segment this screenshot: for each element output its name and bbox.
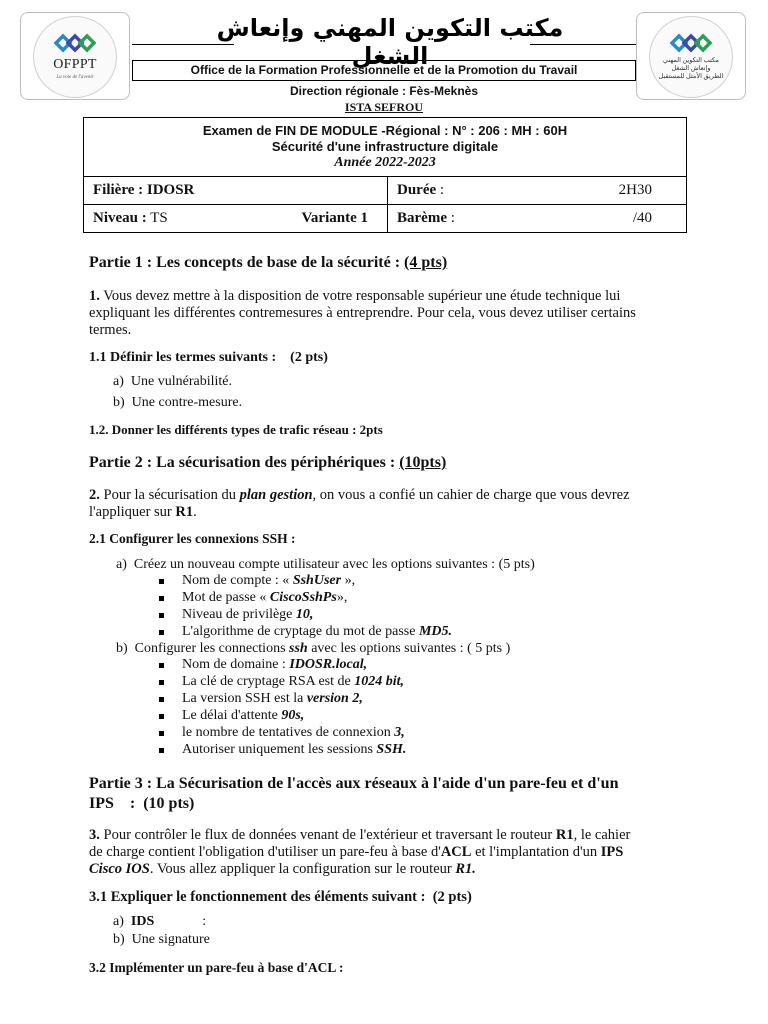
list-item — [113, 395, 242, 411]
bullet-text: La version SSH est la — [182, 691, 307, 706]
item-emph: ssh — [289, 641, 308, 656]
bullet-emph: 1024 bit, — [354, 674, 404, 689]
item-marker: b) — [113, 932, 125, 947]
list-item-a — [116, 557, 535, 573]
bullet-square-icon — [159, 630, 164, 635]
bullet-item — [182, 657, 367, 673]
bullet-item — [182, 674, 404, 690]
ofppt-logo-right — [636, 12, 746, 100]
header-rule-right — [530, 44, 636, 45]
list-item-b — [116, 641, 510, 657]
partie1-points: (4 pts) — [404, 254, 448, 271]
header-rule-left — [132, 44, 234, 45]
bullet-emph: 90s, — [281, 708, 305, 723]
question-1-1 — [89, 350, 328, 366]
question-text: . Vous allez appliquer la configuration sur le routeur — [149, 861, 456, 877]
partie3-title-line: IPS : (10 pts) — [89, 795, 195, 812]
partie2-points: (10pts) — [399, 454, 447, 471]
item-colon: : — [202, 914, 207, 929]
question-text: et l'implantation d'un — [471, 844, 601, 860]
partie2-title — [89, 454, 446, 472]
bullet-emph: IDOSR.local, — [289, 657, 368, 672]
item-marker: b) — [116, 641, 128, 656]
bullet-text: », — [341, 573, 356, 588]
bullet-emph: 3, — [394, 725, 405, 740]
filiere-value: IDOSR — [146, 182, 195, 198]
question-2-1: 2.1 Configurer les connexions SSH : — [89, 531, 296, 546]
bullet-item — [182, 691, 363, 707]
logo-arabic-line: مكتب التكوين المهني — [662, 57, 720, 64]
question-points: (2 pts) — [290, 350, 328, 365]
bullet-text: Niveau de privilège — [182, 607, 296, 622]
partie1-title-text: Partie 1 : Les concepts de base de la sécurité : — [89, 254, 405, 271]
duree-cell — [388, 177, 687, 205]
duree-label: Durée — [397, 182, 437, 198]
niveau-value: TS — [150, 210, 168, 226]
ofppt-logo-tagline: La voie de l'avenir — [56, 75, 94, 80]
item-marker: a) — [113, 374, 124, 389]
exam-info-table — [83, 176, 687, 233]
arabic-title: مكتب التكوين المهني وإنعاش الشغل — [216, 14, 564, 70]
question-title: 1.1 Définir les termes suivants : — [89, 350, 277, 365]
bareme-value: /40 — [632, 210, 652, 226]
ofppt-logo-text: OFPPT — [53, 57, 97, 72]
bullet-square-icon — [159, 697, 164, 702]
bullet-text: Le délai d'attente — [182, 708, 282, 723]
filiere-label: Filière : — [93, 182, 144, 198]
ofppt-diamonds-icon — [54, 33, 96, 53]
question-emph: IPS — [600, 844, 624, 860]
question-emph: R1 — [175, 504, 194, 520]
bullet-emph: 10, — [295, 607, 314, 622]
question-points: (2 pts) — [432, 889, 472, 905]
bullet-emph: SshUser — [292, 573, 342, 588]
bareme-label: Barème — [397, 210, 447, 226]
question-3-1 — [89, 889, 472, 906]
question-emph: R1. — [455, 861, 476, 877]
item-marker: b) — [113, 395, 125, 410]
bullet-item — [182, 624, 452, 640]
item-text: Configurer les connections — [134, 641, 290, 656]
question-text: . — [193, 504, 197, 520]
partie2-title-text: Partie 2 : La sécurisation des périphériques : — [89, 454, 400, 471]
bullet-square-icon — [159, 748, 164, 753]
bullet-square-icon — [159, 613, 164, 618]
bullet-emph: SSH. — [376, 742, 407, 757]
item-text: Une signature — [131, 932, 210, 947]
niveau-label: Niveau : — [93, 210, 147, 226]
item-text: avec les options suivantes : ( 5 pts ) — [307, 641, 511, 656]
question-text: , on vous a confié un cahier de charge que vous devrez — [312, 487, 630, 503]
bullet-item — [182, 607, 313, 623]
bullet-square-icon — [159, 579, 164, 584]
exam-title-box — [83, 117, 687, 177]
duree-colon: : — [439, 182, 445, 198]
item-text: Créez un nouveau compte utilisateur avec les options suivantes : (5 pts) — [133, 557, 535, 572]
office-name: Office de la Formation Professionnelle et de la Promotion du Travail — [132, 60, 636, 81]
bullet-text: le nombre de tentatives de connexion — [182, 725, 395, 740]
bullet-square-icon — [159, 596, 164, 601]
variante: Variante 1 — [301, 210, 368, 226]
bullet-emph: MD5. — [418, 624, 453, 639]
question-3-2: 3.2 Implémenter un pare-feu à base d'ACL : — [89, 960, 344, 975]
bareme-cell — [388, 205, 687, 233]
logo-arabic-line: الطريق الأمثل للمستقبل — [658, 73, 724, 80]
question-text: Vous devez mettre à la disposition de votre responsable supérieur une étude technique lui — [103, 288, 621, 304]
bullet-item — [182, 742, 406, 758]
item-text: Une vulnérabilité. — [130, 374, 232, 389]
bullet-square-icon — [159, 663, 164, 668]
duree-value: 2H30 — [618, 182, 652, 198]
bullet-text: Nom de domaine : — [182, 657, 290, 672]
question-title: 3.1 Expliquer le fonctionnement des éléments suivant : — [89, 889, 426, 905]
question-1-2: 1.2. Donner les différents types de trafic réseau : 2pts — [89, 422, 383, 437]
bullet-square-icon — [159, 680, 164, 685]
question-emph: ACL — [440, 844, 472, 860]
question-3 — [89, 827, 699, 878]
bullet-item — [182, 590, 347, 606]
question-text: termes. — [89, 322, 132, 338]
bullet-emph: version 2, — [306, 691, 363, 706]
bullet-emph: CiscoSshPs — [269, 590, 337, 605]
ofppt-logo-arabic — [637, 57, 745, 81]
list-item — [113, 914, 206, 930]
logo-arabic-line: وإنعاش الشغل — [671, 65, 711, 72]
question-emph: plan gestion — [239, 487, 313, 503]
question-number: 2. — [89, 487, 100, 503]
item-marker: a) — [116, 557, 127, 572]
question-number: 3. — [89, 827, 100, 843]
bareme-colon: : — [450, 210, 455, 226]
question-emph: Cisco IOS — [89, 861, 150, 877]
module-name: Sécurité d'une infrastructure digitale — [271, 139, 499, 154]
bullet-item — [182, 708, 304, 724]
partie3-title-line: Partie 3 : La Sécurisation de l'accès aux réseaux à l'aide d'un pare-feu et d'un — [89, 775, 619, 792]
bullet-square-icon — [159, 731, 164, 736]
bullet-square-icon — [159, 714, 164, 719]
bullet-item — [182, 725, 405, 741]
direction-regionale: Direction régionale : Fès-Meknès — [289, 84, 479, 98]
school-year: Année 2022-2023 — [334, 155, 436, 170]
question-text: de charge contient l'obligation d'utiliser un pare-feu à base d' — [89, 844, 441, 860]
table-row — [84, 177, 687, 205]
item-text: IDS — [130, 914, 155, 929]
ofppt-diamonds-icon — [670, 33, 712, 53]
filiere-cell — [84, 177, 388, 205]
bullet-text: La clé de cryptage RSA est de — [182, 674, 355, 689]
bullet-text: L'algorithme de cryptage du mot de passe — [182, 624, 419, 639]
exam-title: Examen de FIN DE MODULE -Régional : N° : 206 : MH : 60H — [202, 123, 568, 138]
question-text: expliquant les différentes contremesures à entreprendre. Pour cela, vous devez utiliser certains — [89, 305, 636, 321]
niveau-cell — [84, 205, 388, 233]
list-item — [113, 374, 232, 390]
question-emph: R1 — [555, 827, 574, 843]
ofppt-logo-left — [20, 12, 130, 100]
question-text: Pour contrôler le flux de données venant de l'extérieur et traversant le routeur — [99, 827, 556, 843]
question-number: 1. — [89, 288, 100, 304]
question-text: l'appliquer sur — [89, 504, 176, 520]
bullet-text: Mot de passe « — [182, 590, 270, 605]
item-marker: a) — [113, 914, 124, 929]
question-text: , le cahier — [573, 827, 631, 843]
bullet-text: Autoriser uniquement les sessions — [182, 742, 377, 757]
bullet-text: Nom de compte : « — [182, 573, 293, 588]
item-text: Une contre-mesure. — [131, 395, 243, 410]
ista-name: ISTA SEFROU — [344, 100, 424, 114]
list-item — [113, 932, 210, 948]
question-text: Pour la sécurisation du — [99, 487, 240, 503]
question-1 — [89, 288, 689, 339]
question-2 — [89, 487, 689, 521]
bullet-text: », — [336, 590, 348, 605]
partie1-title — [89, 254, 447, 272]
table-row — [84, 205, 687, 233]
partie3-title — [89, 774, 689, 814]
bullet-item — [182, 573, 355, 589]
